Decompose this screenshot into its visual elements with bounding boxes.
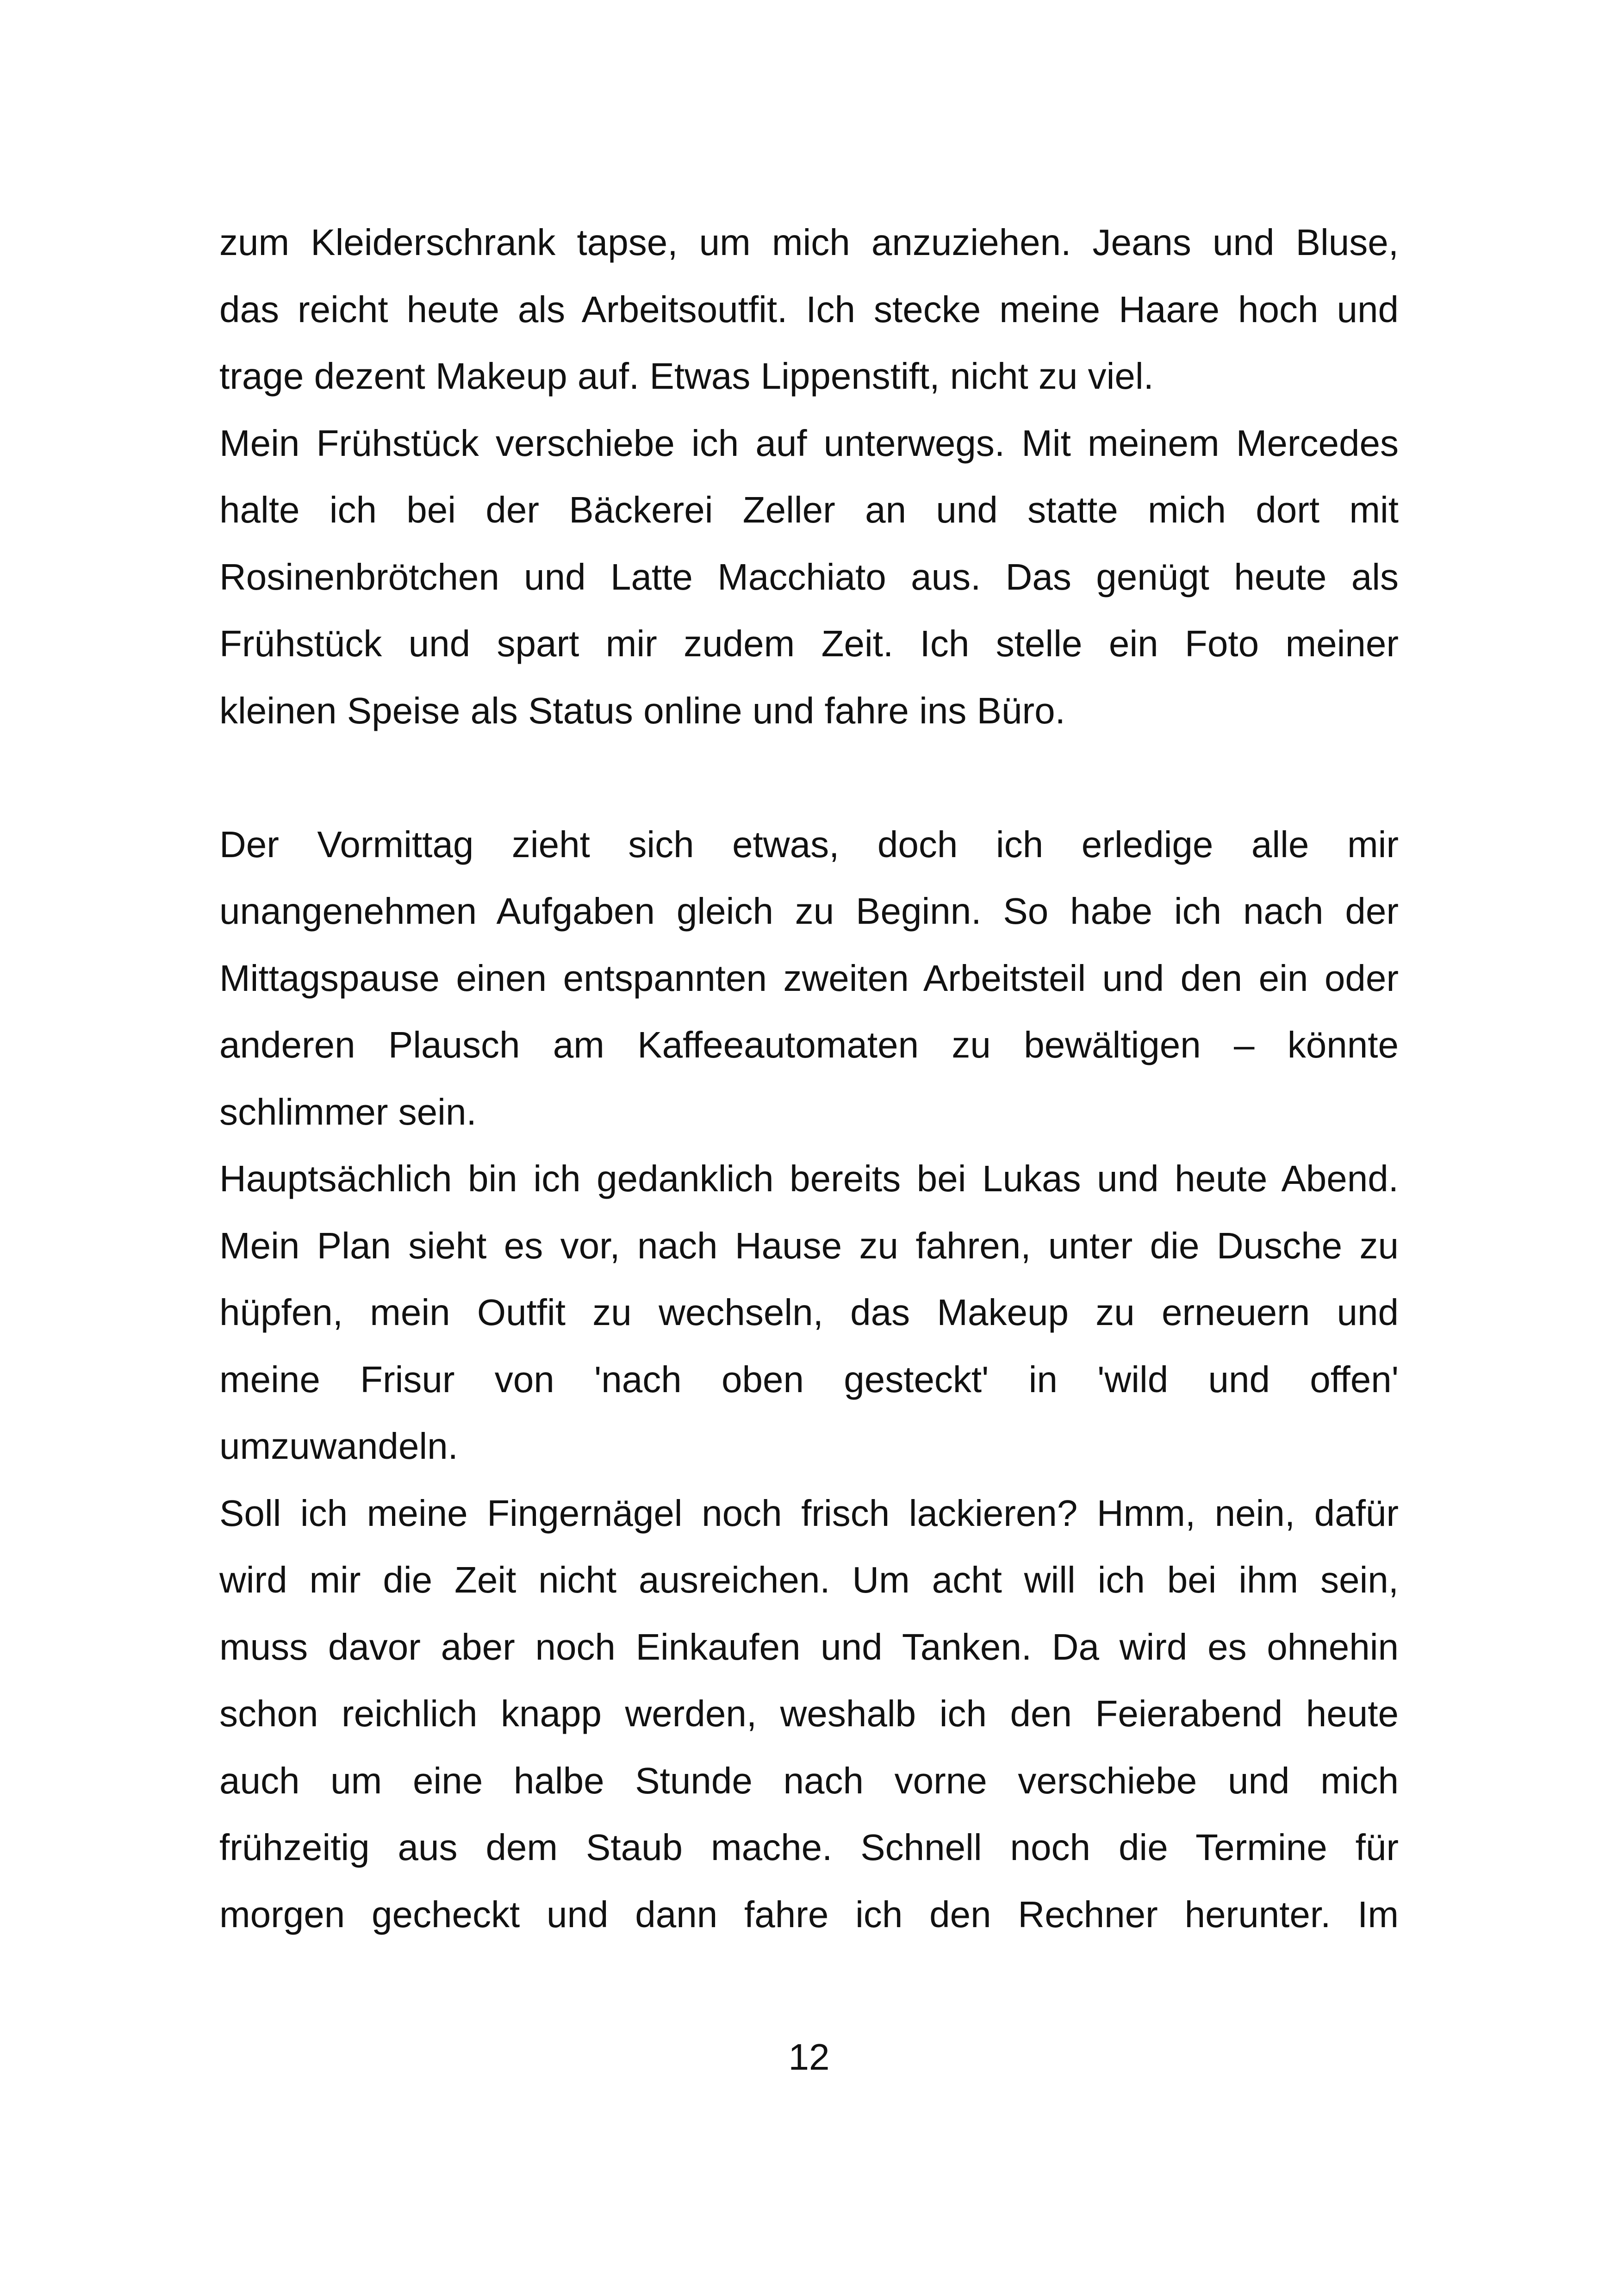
text-line: Frühstück und spart mir zudem Zeit. Ich stelle ein Foto meiner — [219, 623, 1399, 664]
text-line: anderen Plausch am Kaffeeautomaten zu bewältigen – könnte — [219, 1024, 1399, 1065]
page-number: 12 — [788, 2036, 830, 2078]
text-line: frühzeitig aus dem Staub mache. Schnell noch die Termine für — [219, 1827, 1399, 1868]
body-text — [219, 209, 1399, 1948]
text-line: meine Frisur von 'nach oben gesteckt' in 'wild und offen' — [219, 1358, 1399, 1400]
text-line: wird mir die Zeit nicht ausreichen. Um acht will ich bei ihm sein, — [219, 1559, 1399, 1600]
text-line: morgen gecheckt und dann fahre ich den Rechner herunter. Im — [219, 1893, 1399, 1935]
text-line: Der Vormittag zieht sich etwas, doch ich erledige alle mir — [219, 823, 1399, 865]
text-line: kleinen Speise als Status online und fahre ins Büro. — [219, 690, 1065, 731]
text-line: schon reichlich knapp werden, weshalb ich den Feierabend heute — [219, 1693, 1399, 1734]
text-line: zum Kleiderschrank tapse, um mich anzuziehen. Jeans und Bluse, — [219, 222, 1399, 263]
text-line: Mittagspause einen entspannten zweiten Arbeitsteil und den ein oder — [219, 957, 1399, 999]
text-line: Soll ich meine Fingernägel noch frisch lackieren? Hmm, nein, dafür — [219, 1492, 1399, 1534]
text-line: unangenehmen Aufgaben gleich zu Beginn. So habe ich nach der — [219, 890, 1399, 932]
text-line: Mein Plan sieht es vor, nach Hause zu fahren, unter die Dusche zu — [219, 1225, 1399, 1266]
text-line: halte ich bei der Bäckerei Zeller an und statte mich dort mit — [219, 489, 1399, 530]
text-line: das reicht heute als Arbeitsoutfit. Ich stecke meine Haare hoch und — [219, 288, 1399, 330]
text-line: Rosinenbrötchen und Latte Macchiato aus. Das genügt heute als — [219, 556, 1399, 597]
text-line: Hauptsächlich bin ich gedanklich bereits bei Lukas und heute Abend. — [219, 1158, 1399, 1199]
text-line: Mein Frühstück verschiebe ich auf unterwegs. Mit meinem Mercedes — [219, 422, 1399, 464]
text-line: schlimmer sein. — [219, 1091, 477, 1132]
text-line: umzuwandeln. — [219, 1425, 458, 1467]
blank-line — [219, 744, 1399, 811]
text-line: hüpfen, mein Outfit zu wechseln, das Makeup zu erneuern und — [219, 1292, 1399, 1333]
text-line: muss davor aber noch Einkaufen und Tanken. Da wird es ohnehin — [219, 1626, 1399, 1668]
text-line: auch um eine halbe Stunde nach vorne verschiebe und mich — [219, 1760, 1399, 1801]
text-line: trage dezent Makeup auf. Etwas Lippenstift, nicht zu viel. — [219, 355, 1154, 397]
